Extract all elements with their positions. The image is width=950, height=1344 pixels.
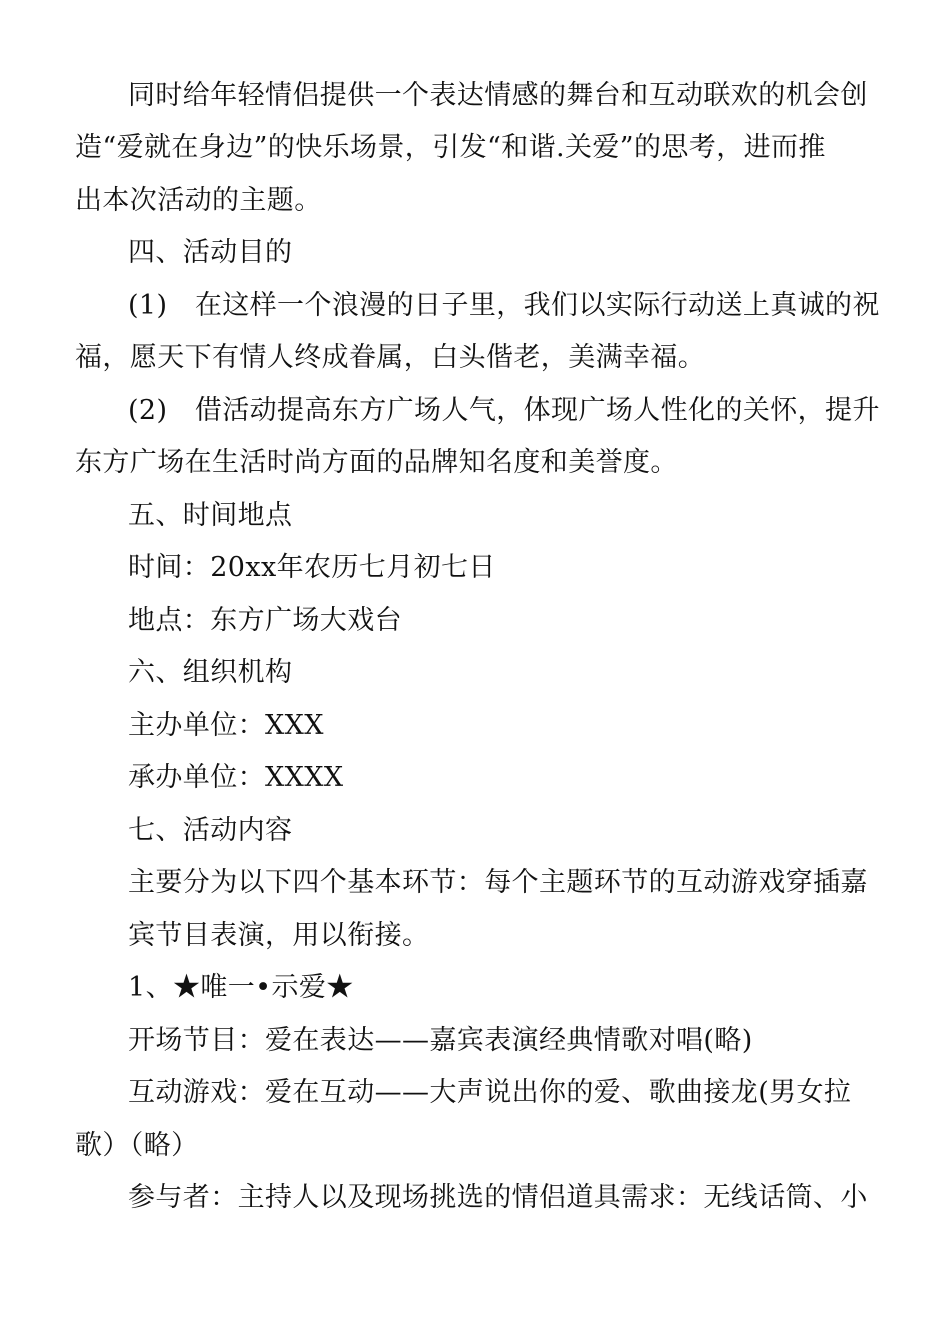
list-item-line: 东方广场在生活时尚方面的品牌知名度和美誉度。 [75, 447, 678, 478]
subsection-heading: 1、★唯一•示爱★ [128, 972, 354, 1003]
section-heading: 四、活动目的 [128, 237, 293, 268]
paragraph-line: 出本次活动的主题。 [75, 185, 322, 216]
info-line: 主办单位：XXX [128, 710, 324, 741]
info-line: 时间：20xx年农历七月初七日 [128, 552, 496, 583]
section-heading: 五、时间地点 [128, 500, 293, 531]
paragraph-line: 同时给年轻情侣提供一个表达情感的舞台和互动联欢的机会创 [128, 80, 868, 111]
section-heading: 六、组织机构 [128, 657, 293, 688]
paragraph-line: 开场节目：爱在表达——嘉宾表演经典情歌对唱(略) [128, 1025, 753, 1056]
info-line: 承办单位：XXXX [128, 762, 344, 793]
paragraph-line: 参与者：主持人以及现场挑选的情侣道具需求：无线话筒、小 [128, 1182, 868, 1213]
paragraph-line: 歌）（略） [75, 1130, 199, 1161]
list-item-line: (2) 借活动提高东方广场人气，体现广场人性化的关怀，提升 [128, 395, 880, 426]
paragraph-line: 宾节目表演，用以衔接。 [128, 920, 430, 951]
paragraph-line: 造“爱就在身边”的快乐场景，引发“和谐.关爱”的思考，进而推 [75, 132, 826, 163]
info-line: 地点：东方广场大戏台 [128, 605, 402, 636]
paragraph-line: 互动游戏：爱在互动——大声说出你的爱、歌曲接龙(男女拉 [128, 1077, 852, 1108]
paragraph-line: 主要分为以下四个基本环节：每个主题环节的互动游戏穿插嘉 [128, 867, 868, 898]
list-item-line: (1) 在这样一个浪漫的日子里，我们以实际行动送上真诚的祝 [128, 290, 880, 321]
section-heading: 七、活动内容 [128, 815, 293, 846]
list-item-line: 福，愿天下有情人终成眷属，白头偕老，美满幸福。 [75, 342, 706, 373]
